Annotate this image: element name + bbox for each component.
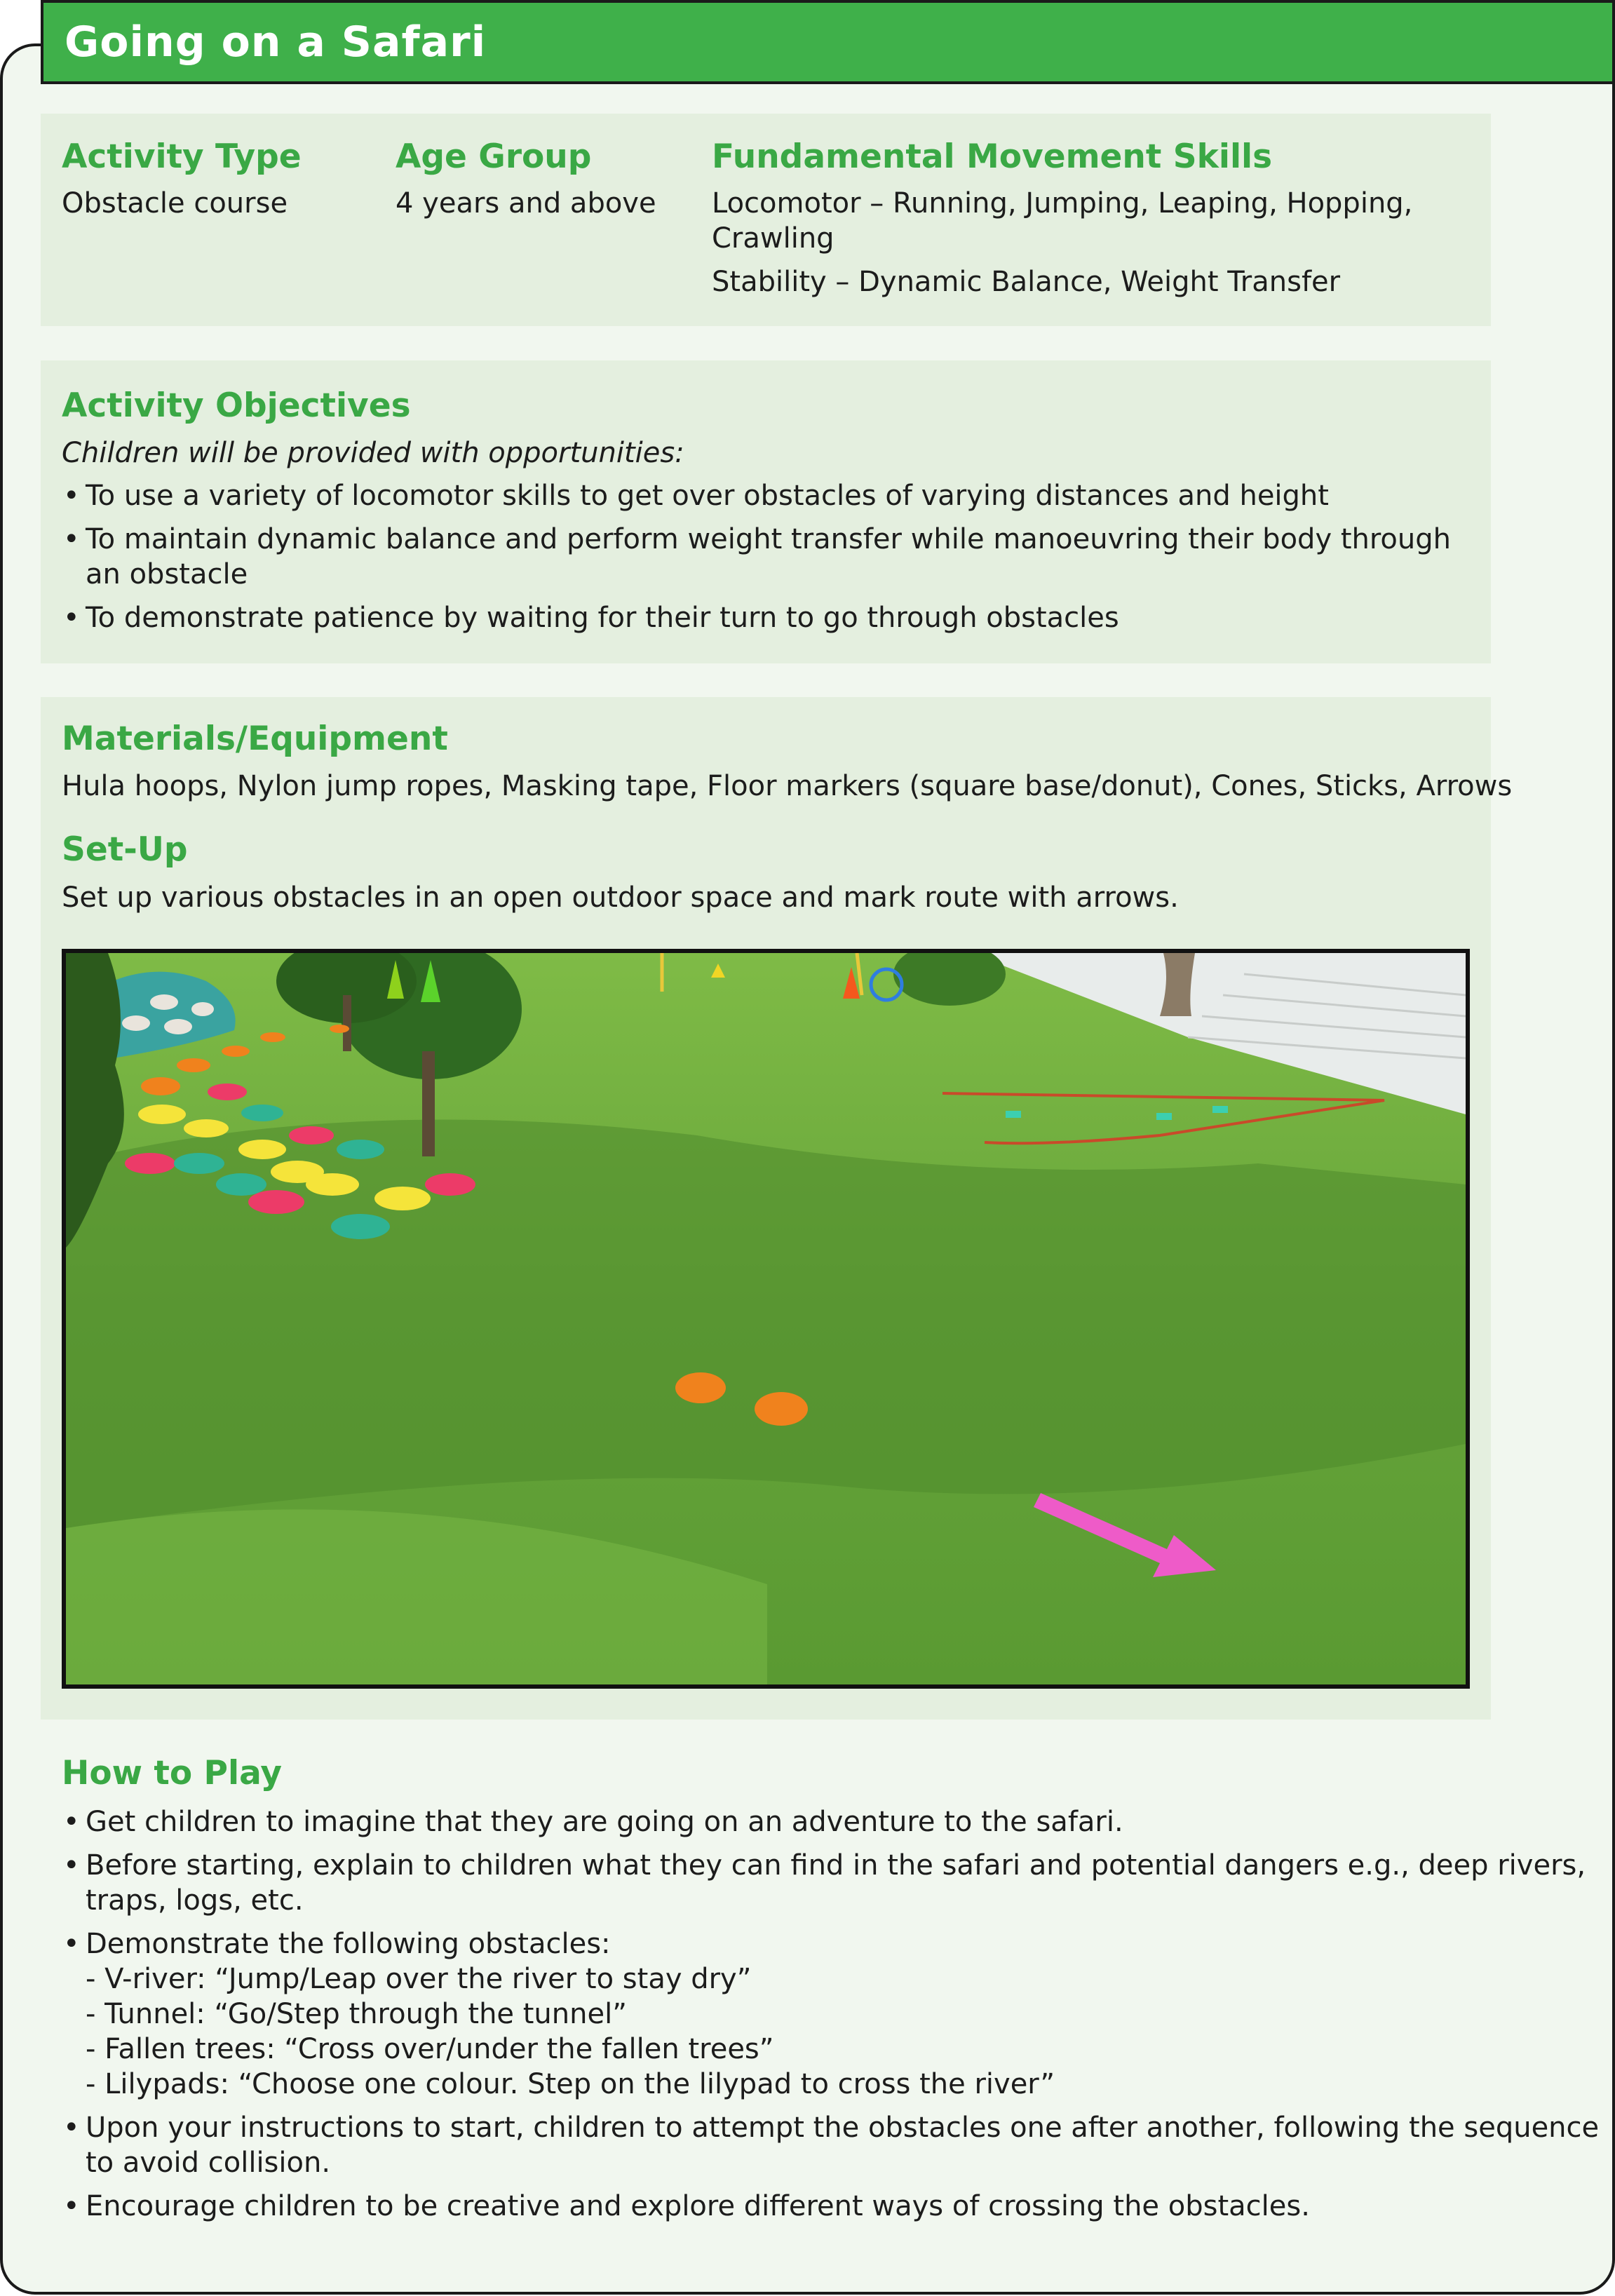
obstacle-item bbox=[62, 2032, 1599, 2067]
how-to-play-item bbox=[62, 2110, 1599, 2180]
obstacle-text: - Tunnel: “Go/Step through the tunnel” bbox=[86, 1998, 627, 2030]
fms-locomotor-line2: Crawling bbox=[712, 222, 834, 255]
how-to-play-text: Before starting, explain to children what they can find in the safari and potential dangers e.g., deep rivers, bbox=[86, 1849, 1586, 1882]
fms-heading: Fundamental Movement Skills bbox=[712, 137, 1273, 176]
bullet-dot: • bbox=[63, 2112, 80, 2144]
bullet-dot: • bbox=[63, 602, 80, 634]
objective-item bbox=[62, 478, 1451, 513]
title-bar bbox=[41, 0, 1615, 84]
setup-text: Set up various obstacles in an open outdoor space and mark route with arrows. bbox=[62, 882, 1179, 914]
how-to-play-text-continued: to avoid collision. bbox=[86, 2147, 331, 2179]
how-to-play-list bbox=[62, 1804, 1599, 2224]
tree-shadow bbox=[66, 1120, 1466, 1529]
objective-item bbox=[62, 600, 1451, 635]
objective-text-continued: an obstacle bbox=[86, 558, 248, 590]
objective-text: To maintain dynamic balance and perform weight transfer while manoeuvring their body through bbox=[86, 523, 1451, 555]
how-to-play-heading: How to Play bbox=[62, 1754, 282, 1792]
obstacle-item bbox=[62, 1997, 1599, 2032]
objective-text: To demonstrate patience by waiting for their turn to go through obstacles bbox=[86, 602, 1119, 634]
obstacle-text: - Fallen trees: “Cross over/under the fallen trees” bbox=[86, 2033, 774, 2065]
how-to-play-item bbox=[62, 2189, 1599, 2224]
how-to-play-item bbox=[62, 1848, 1599, 1918]
activity-type-heading: Activity Type bbox=[62, 137, 302, 176]
obstacle-text: - V-river: “Jump/Leap over the river to stay dry” bbox=[86, 1963, 752, 1995]
obstacle-text: - Lilypads: “Choose one colour. Step on the lilypad to cross the river” bbox=[86, 2068, 1055, 2100]
objectives-heading: Activity Objectives bbox=[62, 386, 411, 425]
how-to-play-text: Encourage children to be creative and explore different ways of crossing the obstacles. bbox=[86, 2190, 1310, 2222]
objective-text: To use a variety of locomotor skills to get over obstacles of varying distances and height bbox=[86, 480, 1329, 512]
bullet-dot: • bbox=[63, 523, 80, 555]
bullet-dot: • bbox=[63, 2190, 80, 2222]
bullet-dot: • bbox=[63, 1806, 80, 1838]
age-group-value: 4 years and above bbox=[396, 187, 656, 220]
back-tree-trunk bbox=[343, 995, 351, 1051]
how-to-play-item bbox=[62, 1926, 1599, 1961]
how-to-play-item bbox=[62, 1804, 1599, 1839]
fms-stability: Stability – Dynamic Balance, Weight Transfer bbox=[712, 266, 1341, 298]
obstacle-item bbox=[62, 2067, 1599, 2102]
setup-photo-illustration bbox=[66, 953, 1466, 1684]
fms-locomotor-line1: Locomotor – Running, Jumping, Leaping, Hopping, bbox=[712, 187, 1413, 220]
materials-text: Hula hoops, Nylon jump ropes, Masking tape, Floor markers (square base/donut), Cones, Sticks, Arrows bbox=[62, 770, 1513, 802]
how-to-play-text: Get children to imagine that they are going on an adventure to the safari. bbox=[86, 1806, 1123, 1838]
setup-photo bbox=[62, 949, 1470, 1689]
setup-heading: Set-Up bbox=[62, 830, 188, 869]
objectives-intro: Children will be provided with opportunities: bbox=[62, 437, 684, 469]
obstacle-item bbox=[62, 1961, 1599, 1997]
bullet-dot: • bbox=[63, 480, 80, 512]
bullet-dot: • bbox=[63, 1849, 80, 1882]
middle-tree-trunk bbox=[422, 1051, 435, 1156]
how-to-play-text: Demonstrate the following obstacles: bbox=[86, 1928, 611, 1960]
how-to-play-text-continued: traps, logs, etc. bbox=[86, 1884, 304, 1917]
activity-type-value: Obstacle course bbox=[62, 187, 288, 220]
age-group-heading: Age Group bbox=[396, 137, 592, 176]
objective-item bbox=[62, 522, 1451, 592]
page-title: Going on a Safari bbox=[65, 18, 487, 67]
objectives-list bbox=[62, 478, 1451, 635]
how-to-play-text: Upon your instructions to start, children to attempt the obstacles one after another, following the sequence bbox=[86, 2112, 1600, 2144]
bullet-dot: • bbox=[63, 1928, 80, 1960]
materials-heading: Materials/Equipment bbox=[62, 720, 448, 758]
